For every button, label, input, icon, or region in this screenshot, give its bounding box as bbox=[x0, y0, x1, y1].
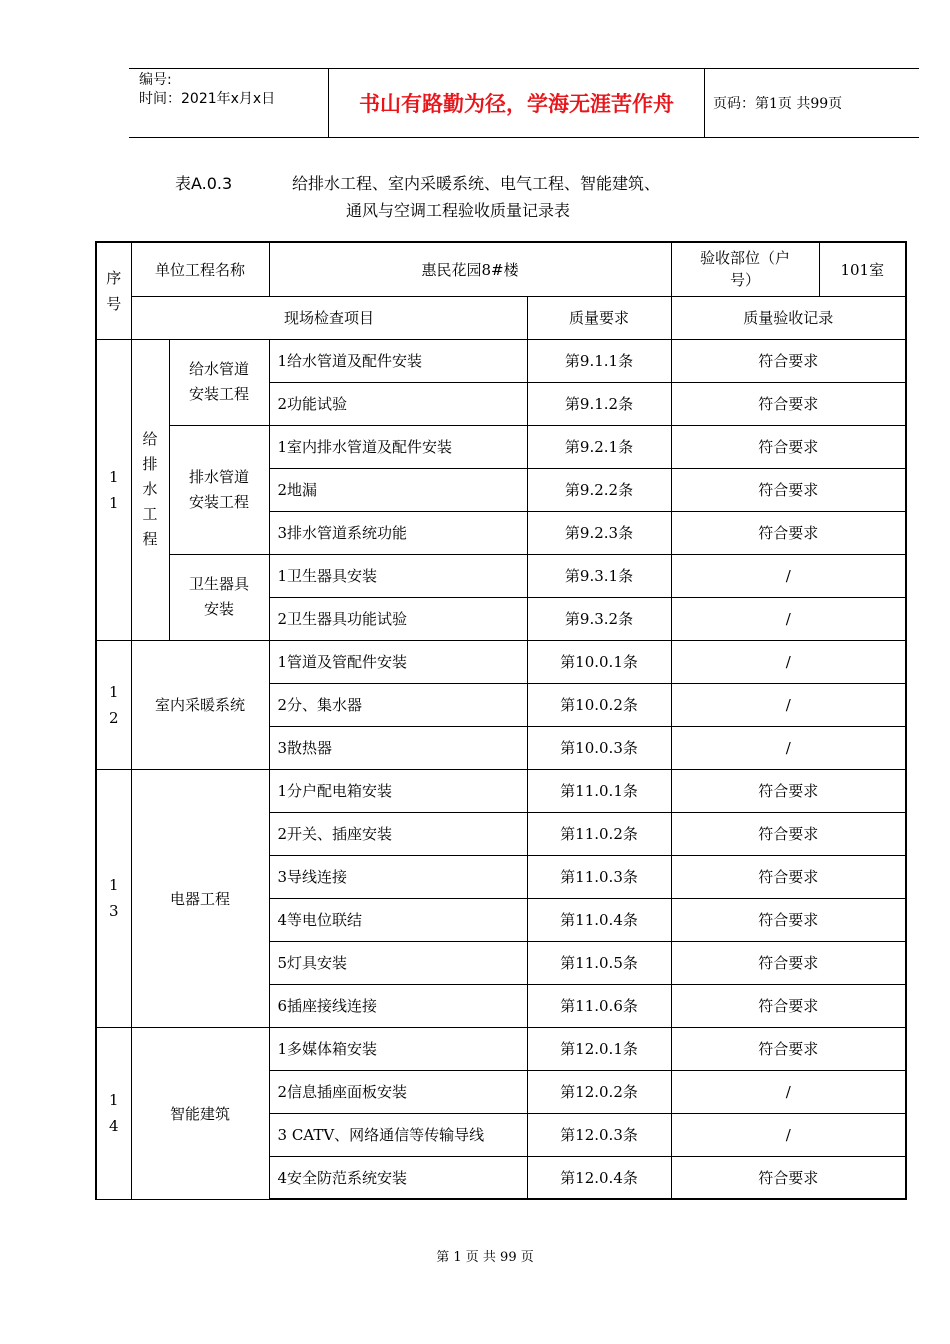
section-seq-char: 1 bbox=[108, 493, 119, 512]
req-cell: 第11.0.5条 bbox=[527, 941, 671, 984]
req-cell: 第9.2.3条 bbox=[527, 511, 671, 554]
item-cell: 2卫生器具功能试验 bbox=[269, 597, 527, 640]
item-cell: 2地漏 bbox=[269, 468, 527, 511]
req-cell: 第11.0.3条 bbox=[527, 855, 671, 898]
part-label-line: 号） bbox=[730, 271, 761, 290]
section-name-char: 给 bbox=[142, 430, 158, 448]
table-row bbox=[96, 242, 906, 296]
item-cell: 1给水管道及配件安装 bbox=[269, 339, 527, 382]
section-name bbox=[131, 339, 169, 640]
req-cell: 第9.3.1条 bbox=[527, 554, 671, 597]
seq-header bbox=[96, 242, 131, 339]
section-seq bbox=[96, 339, 131, 640]
item-cell: 3 CATV、网络通信等传输导线 bbox=[269, 1113, 527, 1156]
title-text-1: 给排水工程、室内采暖系统、电气工程、智能建筑、 bbox=[292, 174, 661, 193]
section-name: 智能建筑 bbox=[131, 1027, 269, 1199]
section-seq-char: 1 bbox=[108, 467, 119, 486]
section-name-char: 程 bbox=[142, 530, 158, 548]
table-row bbox=[96, 640, 906, 683]
record-cell: 符合要求 bbox=[671, 769, 906, 812]
record-cell: 符合要求 bbox=[671, 468, 906, 511]
section-seq-char: 1 bbox=[108, 876, 119, 894]
item-cell: 4安全防范系统安装 bbox=[269, 1156, 527, 1199]
record-cell: 符合要求 bbox=[671, 1027, 906, 1070]
record-cell: / bbox=[671, 683, 906, 726]
record-cell: 符合要求 bbox=[671, 339, 906, 382]
title-line-1 bbox=[175, 170, 660, 197]
group-name-line: 给水管道 bbox=[189, 360, 250, 378]
col-header-record: 质量验收记录 bbox=[671, 296, 906, 339]
record-cell: 符合要求 bbox=[671, 812, 906, 855]
item-cell: 6插座接线连接 bbox=[269, 984, 527, 1027]
section-seq-char: 1 bbox=[108, 682, 119, 701]
req-cell: 第10.0.1条 bbox=[527, 640, 671, 683]
header-slogan: 书山有路勤为径，学海无涯苦作舟 bbox=[329, 69, 705, 137]
acceptance-record-table bbox=[95, 241, 907, 1200]
seq-header-char: 号 bbox=[106, 294, 122, 313]
section-name: 电器工程 bbox=[131, 769, 269, 1027]
item-cell: 3导线连接 bbox=[269, 855, 527, 898]
record-cell: / bbox=[671, 726, 906, 769]
unit-name-label: 单位工程名称 bbox=[131, 242, 269, 296]
item-cell: 5灯具安装 bbox=[269, 941, 527, 984]
record-cell: / bbox=[671, 554, 906, 597]
record-cell: / bbox=[671, 640, 906, 683]
table-row bbox=[96, 769, 906, 812]
section-seq-char: 1 bbox=[108, 1091, 119, 1109]
part-label-line: 验收部位（户 bbox=[700, 249, 791, 268]
seq-header-char: 序 bbox=[106, 268, 122, 287]
req-cell: 第11.0.4条 bbox=[527, 898, 671, 941]
item-cell: 2信息插座面板安装 bbox=[269, 1070, 527, 1113]
req-cell: 第12.0.1条 bbox=[527, 1027, 671, 1070]
title-line-2: 通风与空调工程验收质量记录表 bbox=[346, 201, 571, 220]
table-row bbox=[96, 1027, 906, 1070]
header-meta bbox=[129, 69, 329, 137]
header-page-code: 页码：第1页 共99页 bbox=[713, 96, 843, 112]
record-cell: 符合要求 bbox=[671, 511, 906, 554]
record-cell: 符合要求 bbox=[671, 941, 906, 984]
section-seq bbox=[96, 769, 131, 1027]
table-row bbox=[96, 554, 906, 597]
req-cell: 第11.0.1条 bbox=[527, 769, 671, 812]
record-cell: 符合要求 bbox=[671, 425, 906, 468]
record-cell: 符合要求 bbox=[671, 898, 906, 941]
req-cell: 第10.0.2条 bbox=[527, 683, 671, 726]
item-cell: 3散热器 bbox=[269, 726, 527, 769]
req-cell: 第9.2.2条 bbox=[527, 468, 671, 511]
col-header-item: 现场检查项目 bbox=[131, 296, 527, 339]
req-cell: 第12.0.2条 bbox=[527, 1070, 671, 1113]
group-name-line: 卫生器具 bbox=[189, 575, 250, 593]
req-cell: 第10.0.3条 bbox=[527, 726, 671, 769]
part-value: 101室 bbox=[819, 242, 906, 296]
group-name-line: 安装 bbox=[204, 600, 235, 618]
record-cell: 符合要求 bbox=[671, 1156, 906, 1199]
record-cell: 符合要求 bbox=[671, 382, 906, 425]
record-cell: 符合要求 bbox=[671, 855, 906, 898]
item-cell: 2功能试验 bbox=[269, 382, 527, 425]
item-cell: 3排水管道系统功能 bbox=[269, 511, 527, 554]
group-name-line: 排水管道 bbox=[189, 467, 250, 486]
group-name-line: 安装工程 bbox=[189, 385, 250, 403]
group-name-line: 安装工程 bbox=[189, 492, 250, 511]
item-cell: 1室内排水管道及配件安装 bbox=[269, 425, 527, 468]
table-row bbox=[96, 425, 906, 468]
table-code: 表A.0.3 bbox=[175, 174, 233, 193]
table-row bbox=[96, 339, 906, 382]
record-cell: / bbox=[671, 1113, 906, 1156]
time-label: 时间：2021年x月x日 bbox=[139, 91, 276, 107]
record-cell: / bbox=[671, 1070, 906, 1113]
req-cell: 第9.2.1条 bbox=[527, 425, 671, 468]
item-cell: 1分户配电箱安装 bbox=[269, 769, 527, 812]
item-cell: 1多媒体箱安装 bbox=[269, 1027, 527, 1070]
number-label: 编号: bbox=[139, 72, 172, 88]
table-row bbox=[96, 296, 906, 339]
req-cell: 第9.1.1条 bbox=[527, 339, 671, 382]
record-cell: / bbox=[671, 597, 906, 640]
col-header-req: 质量要求 bbox=[527, 296, 671, 339]
section-name: 室内采暖系统 bbox=[131, 640, 269, 769]
section-name-char: 排 bbox=[142, 455, 158, 473]
section-seq-char: 4 bbox=[108, 1117, 119, 1135]
req-cell: 第9.3.2条 bbox=[527, 597, 671, 640]
req-cell: 第12.0.3条 bbox=[527, 1113, 671, 1156]
req-cell: 第11.0.2条 bbox=[527, 812, 671, 855]
group-name bbox=[169, 554, 269, 640]
section-seq bbox=[96, 640, 131, 769]
section-seq-char: 2 bbox=[108, 708, 119, 727]
section-name-char: 水 bbox=[142, 480, 158, 498]
part-label bbox=[671, 242, 819, 296]
record-cell: 符合要求 bbox=[671, 984, 906, 1027]
req-cell: 第9.1.2条 bbox=[527, 382, 671, 425]
item-cell: 1管道及管配件安装 bbox=[269, 640, 527, 683]
group-name bbox=[169, 339, 269, 425]
page-footer: 第 1 页 共 99 页 bbox=[436, 1250, 534, 1265]
group-name bbox=[169, 425, 269, 554]
section-seq-char: 3 bbox=[108, 902, 119, 920]
page-header bbox=[129, 68, 919, 138]
item-cell: 2分、集水器 bbox=[269, 683, 527, 726]
req-cell: 第12.0.4条 bbox=[527, 1156, 671, 1199]
item-cell: 4等电位联结 bbox=[269, 898, 527, 941]
item-cell: 2开关、插座安装 bbox=[269, 812, 527, 855]
section-name-char: 工 bbox=[142, 505, 158, 523]
section-seq bbox=[96, 1027, 131, 1199]
req-cell: 第11.0.6条 bbox=[527, 984, 671, 1027]
item-cell: 1卫生器具安装 bbox=[269, 554, 527, 597]
unit-name-value: 惠民花园8#楼 bbox=[269, 242, 671, 296]
